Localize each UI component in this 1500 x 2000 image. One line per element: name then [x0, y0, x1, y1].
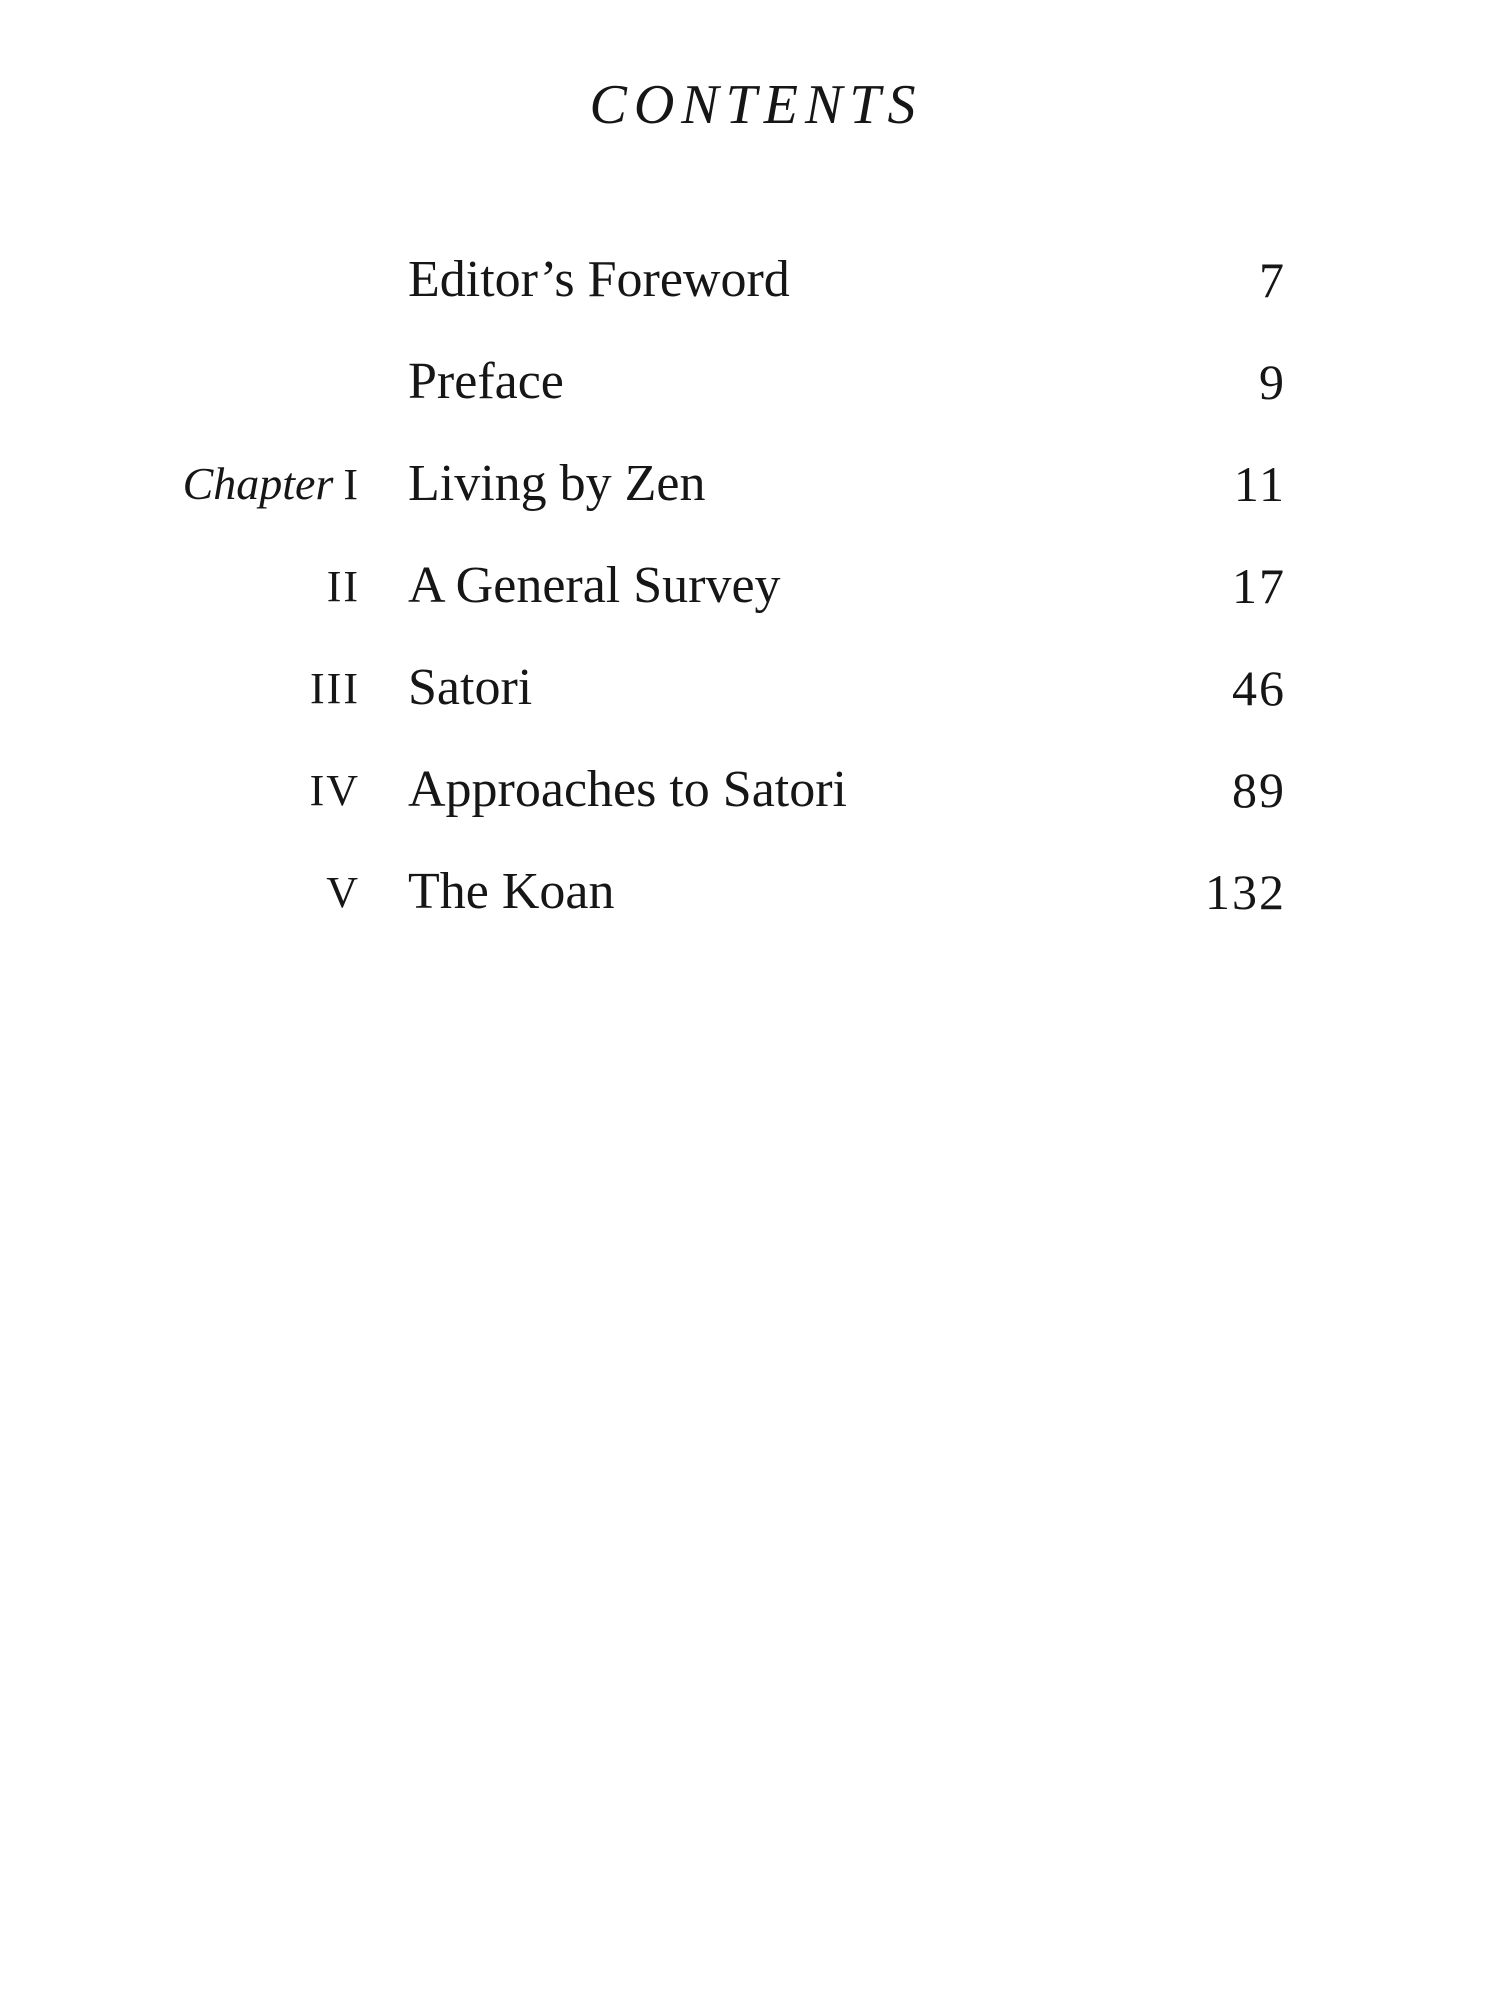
chapter-numeral: V — [326, 868, 360, 917]
entry-page-number: 89 — [1232, 762, 1286, 818]
entry-title: Approaches to Satori — [408, 761, 848, 818]
chapter-label — [300, 755, 360, 826]
entry-title: Living by Zen — [408, 455, 706, 512]
entry-page-number: 7 — [1259, 252, 1286, 308]
chapter-label — [350, 245, 360, 316]
entry-title: Satori — [408, 659, 533, 716]
chapter-numeral: I — [343, 460, 360, 509]
table-of-contents — [0, 245, 1500, 959]
toc-entry-chapter-5 — [0, 857, 1500, 959]
toc-entry-chapter-2 — [0, 551, 1500, 653]
entry-page-number: 9 — [1259, 354, 1286, 410]
chapter-label — [350, 347, 360, 418]
entry-title: The Koan — [408, 863, 615, 920]
toc-entry-editors-foreword — [0, 245, 1500, 347]
chapter-label — [317, 551, 360, 622]
entry-title: Editor’s Foreword — [408, 251, 790, 308]
chapter-numeral: IV — [309, 766, 360, 815]
contents-heading: CONTENTS — [589, 74, 923, 136]
entry-page-number: 132 — [1205, 864, 1286, 920]
toc-entry-chapter-3 — [0, 653, 1500, 755]
toc-entry-chapter-4 — [0, 755, 1500, 857]
entry-title: A General Survey — [408, 557, 781, 614]
chapter-label — [316, 857, 360, 928]
chapter-word: Chapter — [182, 458, 334, 509]
toc-entry-chapter-1 — [0, 449, 1500, 551]
chapter-numeral: II — [326, 562, 360, 611]
chapter-numeral: III — [310, 664, 360, 713]
entry-page-number: 46 — [1232, 660, 1286, 716]
entry-page-number: 17 — [1232, 558, 1286, 614]
entry-title: Preface — [408, 353, 564, 410]
chapter-label — [183, 449, 360, 520]
entry-page-number: 11 — [1233, 456, 1286, 512]
toc-entry-preface — [0, 347, 1500, 449]
chapter-label — [300, 653, 360, 724]
